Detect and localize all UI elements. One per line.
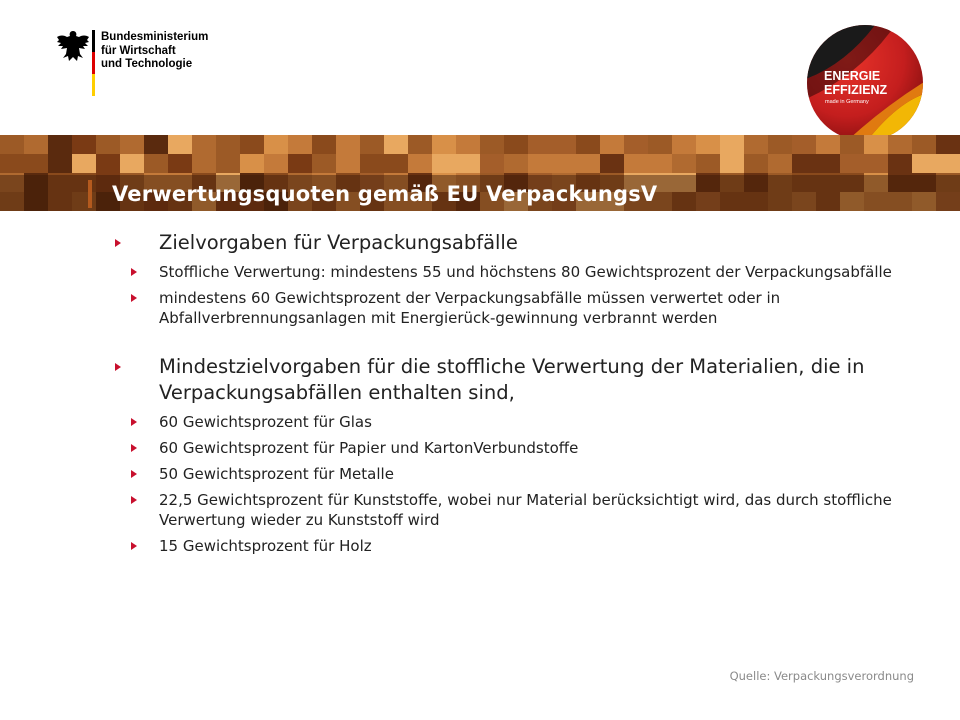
bullet-arrow-icon	[131, 268, 137, 276]
ministry-line: und Technologie	[101, 58, 193, 70]
ministry-line: für Wirtschaft	[101, 44, 176, 57]
list-item-text: 60 Gewichtsprozent für Papier und KartonVerbundstoffe	[159, 439, 579, 457]
list-item	[60, 288, 912, 328]
federal-eagle-icon	[56, 28, 90, 64]
bullet-arrow-icon	[131, 294, 137, 302]
ministry-name	[101, 31, 208, 72]
list-item	[60, 536, 912, 556]
list-item	[60, 262, 912, 282]
badge-line: ENERGIE	[824, 69, 881, 83]
section-heading-text: Mindestzielvorgaben für die stoffliche Verwertung der Materialien, die in Verpackungsabfällen enthalten sind,	[159, 355, 865, 404]
bullet-arrow-icon	[131, 444, 137, 452]
badge-line: EFFIZIENZ	[824, 83, 888, 97]
list-item-text: mindestens 60 Gewichtsprozent der Verpackungsabfälle müssen verwertet oder in Abfallverbrennungsanlagen mit Energierück-gewinnung verbrannt werden	[159, 289, 781, 327]
list-item	[60, 490, 912, 530]
list-item	[60, 412, 912, 432]
bullet-arrow-icon	[131, 496, 137, 504]
section-heading	[112, 354, 912, 406]
bullet-arrow-icon	[115, 239, 121, 247]
bullet-arrow-icon	[131, 470, 137, 478]
bullet-arrow-icon	[131, 542, 137, 550]
list-item	[60, 464, 912, 484]
section-heading	[112, 230, 912, 256]
list-item-text: Stoffliche Verwertung: mindestens 55 und höchstens 80 Gewichtsprozent der Verpackungsabfälle	[159, 263, 892, 281]
bullet-arrow-icon	[115, 363, 121, 371]
source-note: Quelle: Verpackungsverordnung	[729, 669, 914, 683]
list-item-text: 60 Gewichtsprozent für Glas	[159, 413, 372, 431]
list-item-text: 15 Gewichtsprozent für Holz	[159, 537, 372, 555]
bullet-arrow-icon	[131, 418, 137, 426]
badge-line: made in Germany	[825, 99, 869, 105]
section-heading-text: Zielvorgaben für Verpackungsabfälle	[159, 231, 518, 254]
slide-content	[112, 230, 912, 556]
list-item	[60, 438, 912, 458]
list-item-text: 50 Gewichtsprozent für Metalle	[159, 465, 394, 483]
ministry-line: Bundesministerium	[101, 31, 209, 43]
energie-effizienz-badge	[806, 24, 924, 142]
german-flag-bar	[92, 30, 95, 96]
list-item-text: 22,5 Gewichtsprozent für Kunststoffe, wobei nur Material berücksichtigt wird, das durch stoffliche Verwertung wieder zu Kunststoff wird	[159, 491, 892, 529]
slide-title: Verwertungsquoten gemäß EU VerpackungsV	[112, 182, 658, 206]
title-accent-bar	[88, 180, 92, 208]
